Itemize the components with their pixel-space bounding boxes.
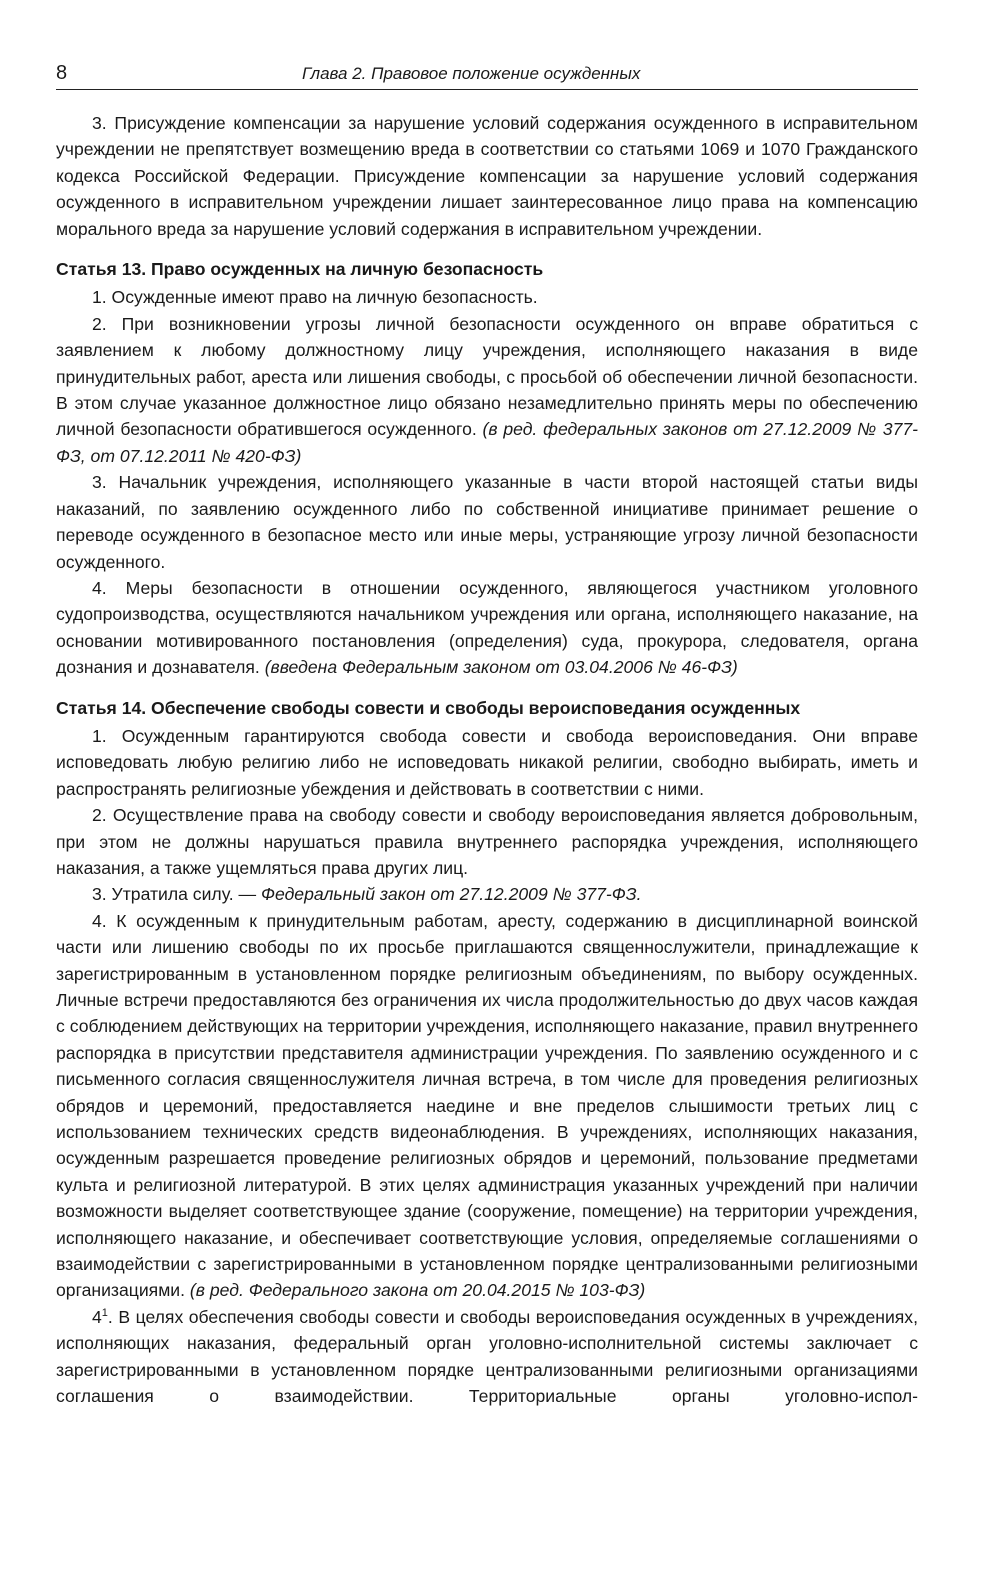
paragraph xyxy=(56,802,918,881)
superscript: 1 xyxy=(101,1307,108,1320)
paragraph-text: . В целях обеспечения свободы совести и свободы вероисповедания осужденных в учреждениях, исполняющих наказания, федеральный орган уголовно-исполнительной системы заключает с зарегистрированными в установленном порядке централизованными религиозными организациями соглашения о взаимодействии. Территориальные органы уголовно-испол- xyxy=(56,1306,918,1407)
running-title: Глава 2. Правовое положение осужденных xyxy=(302,64,641,83)
paragraph-text: 1. Осужденные имеют право на личную безопасность. xyxy=(92,287,538,308)
paragraph xyxy=(56,110,918,242)
paragraph xyxy=(56,881,918,907)
paragraph-text: 3. Утратила силу. — xyxy=(92,884,257,905)
article-13-title: Статья 13. Право осужденных на личную безопасность xyxy=(56,259,544,280)
paragraph xyxy=(56,1304,918,1410)
paragraph-text: 4. Меры безопасности в отношении осужденного, являющегося участником уголовного судопроизводства, осуществляются начальником учреждения или органа, исполняющего наказание, на основании мотивированного постановления (определения) суда, прокурора, следователя, органа дознания и дознавателя. xyxy=(56,577,918,678)
paragraph-text: 1. Осужденным гарантируются свобода совести и свобода вероисповедания. Они вправе исповедовать любую религию либо не исповедовать никакой религии, свободно выбирать, иметь и распространять религиозные убеждения и действовать в соответствии с ними. xyxy=(56,725,918,799)
paragraph xyxy=(56,575,918,681)
paragraph-text: 3. Присуждение компенсации за нарушение условий содержания осужденного в исправительном учреждении не препятствует возмещению вреда в соответствии со статьями 1069 и 1070 Гражданского кодекса Российской Федерации. Присуждение компенсации за нарушение условий содержания осужденного в исправительном учреждении лишает заинтересованное лицо права на компенсацию морального вреда за нарушение условий содержания в исправительном учреждении. xyxy=(56,113,918,239)
paragraph xyxy=(56,469,918,575)
paragraph-text: 2. Осуществление права на свободу совести и свободу вероисповедания является добровольным, при этом не должны нарушаться правила внутреннего распорядка учреждения, исполняющего наказания, а также ущемляться права других лиц. xyxy=(56,805,918,878)
page-number: 8 xyxy=(56,62,68,84)
amendment-note: (введена Федеральным законом от 03.04.2006 № 46-ФЗ) xyxy=(264,657,738,678)
paragraph-text: 4. К осужденным к принудительным работам, аресту, содержанию в дисциплинарной воинской части или лишению свободы по их просьбе приглашаются священнослужители, принадлежащие к зарегистрированным в установленном порядке религиозным объединениям, по выбору осужденных. Личные встречи предоставляются без ограничения их числа продолжительностью до двух часов каждая с соблюдением действующих на территории учреждения, исполняющего наказание, правил внутреннего распорядка в присутствии представителя администрации учреждения. По заявлению осужденного и с письменного согласия священнослужителя личная встреча, в том числе для проведения религиозных обрядов и церемоний, предоставляется наедине и вне пределов слышимости третьих лиц с использованием технических средств видеонаблюдения. В учреждениях, исполняющих наказания, осужденным разрешается проведение религиозных обрядов и церемоний, пользование предметами культа и религиозной литературой. В этих целях администрация указанных учреждений при наличии возможности выделяет соответствующее здание (сооружение, помещение) на территории учреждения, исполняющего наказание, и обеспечивает соответствующие условия, определяемые соглашениями о взаимодействии с зарегистрированными в установленном порядке централизованными религиозными организациями. xyxy=(56,910,918,1301)
amendment-note: Федеральный закон от 27.12.2009 № 377-ФЗ. xyxy=(261,884,642,905)
paragraph xyxy=(56,908,918,1304)
paragraph xyxy=(56,311,918,469)
paragraph-text: 3. Начальник учреждения, исполняющего указанные в части второй настоящей статьи виды наказаний, по заявлению осужденного либо по собственной инициативе принимает решение о переводе осужденного в безопасное место или иные меры, устраняющие угрозу личной безопасности осужденного. xyxy=(56,472,918,572)
article-14-title: Статья 14. Обеспечение свободы совести и свободы вероисповедания осужденных xyxy=(56,697,801,718)
paragraph-number: 4 xyxy=(92,1306,102,1327)
amendment-note: (в ред. Федерального закона от 20.04.2015 № 103-ФЗ) xyxy=(189,1280,646,1301)
paragraph xyxy=(56,723,918,802)
paragraph xyxy=(56,284,918,310)
page-header xyxy=(56,62,918,90)
amendment-note: (в ред. федеральных законов от 27.12.2009 № 377-ФЗ, от 07.12.2011 № 420-ФЗ) xyxy=(56,419,919,466)
paragraph-text: 2. При возникновении угрозы личной безопасности осужденного он вправе обратиться с заявлением к любому должностному лицу учреждения, исполняющего наказания в виде принудительных работ, ареста или лишения свободы, с просьбой об обеспечении личной безопасности. В этом случае указанное должностное лицо обязано незамедлительно принять меры по обеспечению личной безопасности обратившегося осужденного. xyxy=(56,313,918,440)
body-text xyxy=(56,110,918,1410)
